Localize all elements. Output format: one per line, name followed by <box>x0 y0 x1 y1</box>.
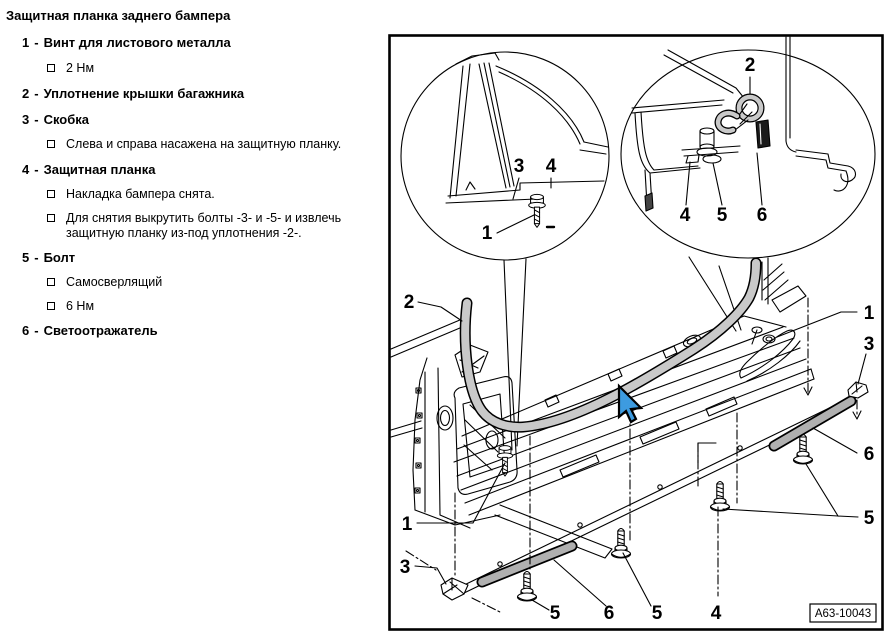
callout: 3 <box>513 156 525 177</box>
callout: 1 <box>401 514 413 535</box>
separator: - <box>34 250 39 265</box>
callout: 4 <box>710 603 722 624</box>
bullet-text: 6 Нм <box>66 299 95 313</box>
callout: 6 <box>756 205 768 226</box>
figure-code: A63-10043 <box>814 608 872 620</box>
part-number: 1 <box>22 35 30 50</box>
part-title: Винт для листового металла <box>43 35 231 50</box>
separator: - <box>34 35 39 50</box>
separator: - <box>34 112 39 127</box>
callout: 6 <box>603 603 615 624</box>
callout: 5 <box>863 508 875 529</box>
callout: 2 <box>403 292 415 313</box>
bullet-text: 2 Нм <box>66 61 95 75</box>
separator: - <box>34 162 39 177</box>
bullet-text: Слева и справа насажена на защитную планку. <box>66 137 342 151</box>
part-title: Болт <box>43 250 76 265</box>
callout: 2 <box>744 55 756 76</box>
part-number: 3 <box>22 112 30 127</box>
part-title: Скобка <box>43 112 90 127</box>
separator: - <box>34 323 39 338</box>
callout: 5 <box>549 603 561 624</box>
part-number: 2 <box>22 86 30 101</box>
part-title: Светоотражатель <box>43 323 158 338</box>
callout: 4 <box>679 205 691 226</box>
callout: 5 <box>716 205 728 226</box>
figure-code-box <box>810 604 876 622</box>
callout: 6 <box>863 444 875 465</box>
part-title: Уплотнение крышки багажника <box>43 86 245 101</box>
part-title: Защитная планка <box>43 162 156 177</box>
callout: 3 <box>863 334 875 355</box>
callout: 1 <box>863 303 875 324</box>
part-number: 5 <box>22 250 30 265</box>
part-number: 4 <box>22 162 30 177</box>
separator: - <box>34 86 39 101</box>
page-title: Защитная планка заднего бампера <box>6 8 231 23</box>
callout: 5 <box>651 603 663 624</box>
callout: 3 <box>399 557 411 578</box>
bullet-text: Самосверлящий <box>66 275 163 289</box>
bullet-text: Накладка бампера снята. <box>66 187 215 201</box>
callout: 4 <box>545 156 557 177</box>
part-number: 6 <box>22 323 30 338</box>
bullet-text: Для снятия выкрутить болты -3- и -5- и извлечь защитную планку из-под уплотнения -2-. <box>66 211 342 240</box>
callout: 1 <box>481 223 493 244</box>
